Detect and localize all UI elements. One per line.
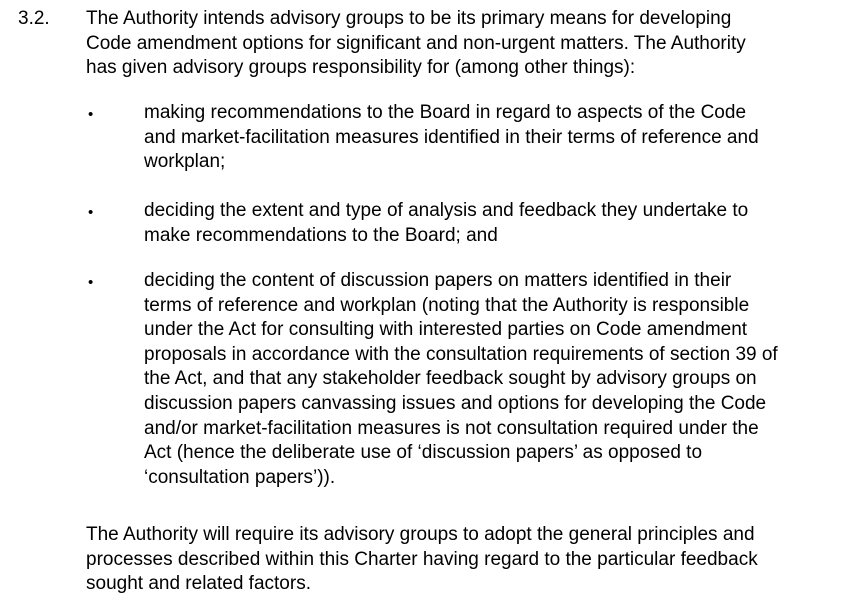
bullet-line: proposals in accordance with the consultation requirements of section 39 of: [144, 343, 778, 365]
bullet-icon: •: [88, 106, 94, 123]
intro-line: has given advisory groups responsibility for (among other things):: [86, 57, 636, 79]
bullet-line: the Act, and that any stakeholder feedback sought by advisory groups on: [144, 368, 757, 390]
bullet-line: deciding the extent and type of analysis and feedback they undertake to: [144, 200, 749, 221]
intro-line: The Authority intends advisory groups to be its primary means for developing: [86, 8, 732, 29]
bullet-line: and/or market-facilitation measures is not consultation required under the: [144, 417, 759, 439]
closing-line: sought and related factors.: [86, 573, 311, 595]
intro-line: Code amendment options for significant and non-urgent matters. The Authority: [86, 32, 746, 54]
intro-paragraph: [86, 7, 843, 81]
bullet-line: making recommendations to the Board in regard to aspects of the Code: [144, 102, 747, 123]
bullet-line: terms of reference and workplan (noting that the Authority is responsible: [144, 294, 750, 316]
section-number: 3.2.: [18, 8, 50, 29]
closing-line: The Authority will require its advisory groups to adopt the general principles and: [86, 524, 755, 545]
bullet-line: under the Act for consulting with interested parties on Code amendment: [144, 319, 748, 341]
bullet-line: make recommendations to the Board; and: [144, 224, 498, 246]
bullet-text: [144, 199, 843, 248]
bullet-line: deciding the content of discussion papers on matters identified in their: [144, 270, 732, 291]
bullet-line: Act (hence the deliberate use of ‘discussion papers’ as opposed to: [144, 442, 703, 464]
bullet-icon: •: [88, 274, 94, 291]
bullet-line: discussion papers canvassing issues and options for developing the Code: [144, 392, 767, 414]
bullet-icon: •: [88, 204, 94, 221]
bullet-line: workplan;: [144, 151, 226, 173]
bullet-line: ‘consultation papers’)).: [144, 466, 336, 488]
bullet-text: [144, 101, 843, 175]
bullet-line: and market-facilitation measures identified in their terms of reference and: [144, 126, 759, 148]
bullet-text: [144, 269, 843, 490]
closing-line: processes described within this Charter having regard to the particular feedback: [86, 548, 758, 570]
closing-paragraph: [86, 523, 843, 597]
